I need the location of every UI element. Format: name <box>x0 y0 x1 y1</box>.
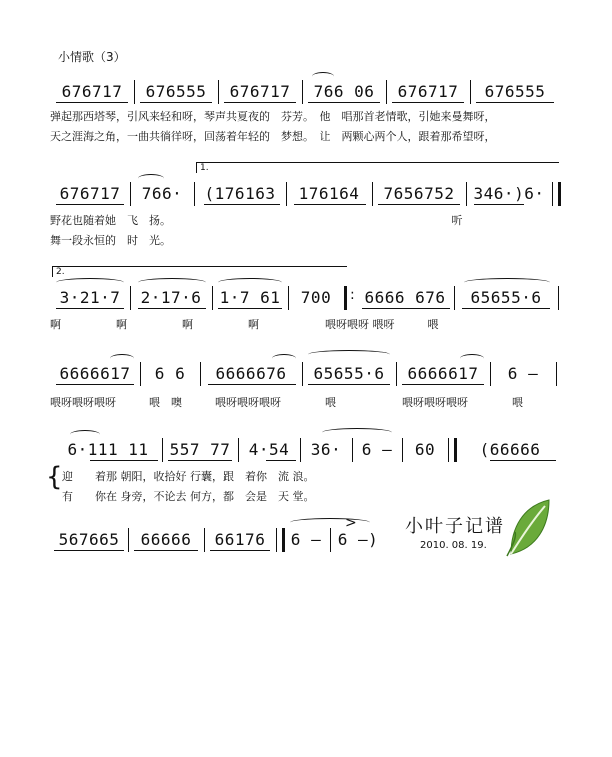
slur <box>460 354 484 363</box>
lyric-line: 天之涯海之角，一曲共徜徉呀，回荡着年轻的 梦想。 让 两颗心两个人，跟着那希望呀， <box>50 130 496 143</box>
measure: 6 — <box>361 439 393 459</box>
lyric-line: 野花也随着她 飞 扬。 听 <box>50 214 463 227</box>
underline <box>462 308 550 309</box>
measure: 766 06 <box>313 81 375 101</box>
measure: 176164 <box>298 183 360 203</box>
underline <box>490 460 556 461</box>
measure: 6·111 11 <box>67 439 149 459</box>
slur <box>110 354 134 363</box>
measure: 766· <box>141 183 183 203</box>
measure: 676555 <box>484 81 546 101</box>
underline <box>476 102 554 103</box>
repeat-end-barline <box>448 438 457 462</box>
measure: 6666 676 <box>364 287 446 307</box>
underline <box>56 384 134 385</box>
transcriber-signature: 小叶子记谱 <box>405 516 505 537</box>
underline <box>140 102 212 103</box>
underline <box>138 308 206 309</box>
measure: 676717 <box>397 81 459 101</box>
underline <box>134 550 198 551</box>
underline <box>224 102 296 103</box>
underline <box>392 102 464 103</box>
score-row-3 <box>50 267 560 334</box>
underline <box>56 204 124 205</box>
lyric-line: 弹起那西塔琴，引风来轻和呀，琴声共夏夜的 芬芳。 他 唱那首老情歌，引她来曼舞呀， <box>50 110 496 123</box>
lyric-line: 迎 着那 朝阳，收拾好 行囊，跟 着你 流 浪。 <box>62 470 315 483</box>
measure: 6 — <box>290 529 322 549</box>
measure: 6666676 <box>215 363 287 383</box>
measure: 6 —) <box>337 529 379 549</box>
measure: 676717 <box>229 81 291 101</box>
underline <box>56 308 124 309</box>
measure: 6 — <box>507 363 539 383</box>
lyric-line: 啊 啊 啊 啊 喂呀喂呀 喂呀 喂 <box>50 318 439 331</box>
score-row-5 <box>46 436 560 506</box>
underline <box>56 102 128 103</box>
underline <box>308 102 380 103</box>
volta-number: 1. <box>200 163 209 173</box>
slur <box>308 350 390 359</box>
underline <box>90 460 158 461</box>
lyric-line: 有 你在 身旁，不论去 何方，都 会是 天 堂。 <box>62 490 315 503</box>
measure: 6666617 <box>407 363 479 383</box>
lyric-brace: { <box>46 462 63 492</box>
underline <box>54 550 124 551</box>
transcription-date: 2010. 08. 19. <box>420 540 487 551</box>
underline <box>294 204 366 205</box>
decrescendo-mark: > <box>345 515 357 531</box>
volta-bracket <box>196 162 559 173</box>
measure: 676717 <box>61 81 123 101</box>
underline <box>378 204 460 205</box>
measure: 6 6 <box>154 363 186 383</box>
underline <box>168 460 232 461</box>
slur <box>322 428 392 437</box>
slur <box>56 278 124 287</box>
slur <box>138 278 206 287</box>
measure: 346·)6· <box>473 183 545 203</box>
measure: 66666 <box>140 529 192 549</box>
slur <box>290 518 370 527</box>
measure: (176163 <box>204 183 276 203</box>
underline <box>474 204 524 205</box>
slur <box>464 278 550 287</box>
volta-bracket <box>52 266 347 277</box>
measure: 7656752 <box>383 183 455 203</box>
score-row-1 <box>50 78 560 148</box>
measure: 557 77 <box>169 439 231 459</box>
measure: 1·7 61 <box>219 287 281 307</box>
underline <box>362 308 450 309</box>
score-row-4 <box>50 360 560 410</box>
measure: 4·54 <box>248 439 290 459</box>
measure: 66176 <box>214 529 266 549</box>
underline <box>208 384 296 385</box>
slur <box>272 354 296 363</box>
measure: (66666 <box>479 439 541 459</box>
measure: 676555 <box>145 81 207 101</box>
slur <box>138 174 164 183</box>
barline <box>556 362 557 386</box>
measure: 65655·6 <box>470 287 542 307</box>
measure: 567665 <box>58 529 120 549</box>
underline <box>210 550 270 551</box>
lyric-line: 喂呀喂呀喂呀 喂 噢 喂呀喂呀喂呀 喂 喂呀喂呀喂呀 喂 <box>50 396 523 409</box>
measure: 3·21·7 <box>59 287 121 307</box>
measure: 65655·6 <box>313 363 385 383</box>
slur <box>70 430 100 439</box>
measure: 60 <box>414 439 436 459</box>
score-row-2 <box>50 163 560 250</box>
repeat-start-barline <box>344 286 355 310</box>
measure: 676717 <box>59 183 121 203</box>
measure: 2·17·6 <box>140 287 202 307</box>
underline <box>308 384 390 385</box>
green-leaf-icon <box>505 498 553 562</box>
measure: 36· <box>310 439 342 459</box>
measure: 6666617 <box>59 363 131 383</box>
underline <box>204 204 280 205</box>
lyric-line: 舞一段永恒的 时 光。 <box>50 234 171 247</box>
volta-number: 2. <box>56 267 65 277</box>
slur <box>218 278 282 287</box>
underline <box>402 384 484 385</box>
repeat-end-barline <box>552 182 561 206</box>
underline <box>266 460 296 461</box>
slur <box>312 72 334 81</box>
underline <box>218 308 282 309</box>
score-title: 小情歌（3） <box>58 50 126 64</box>
measure: 700 <box>300 287 332 307</box>
barline <box>558 286 559 310</box>
